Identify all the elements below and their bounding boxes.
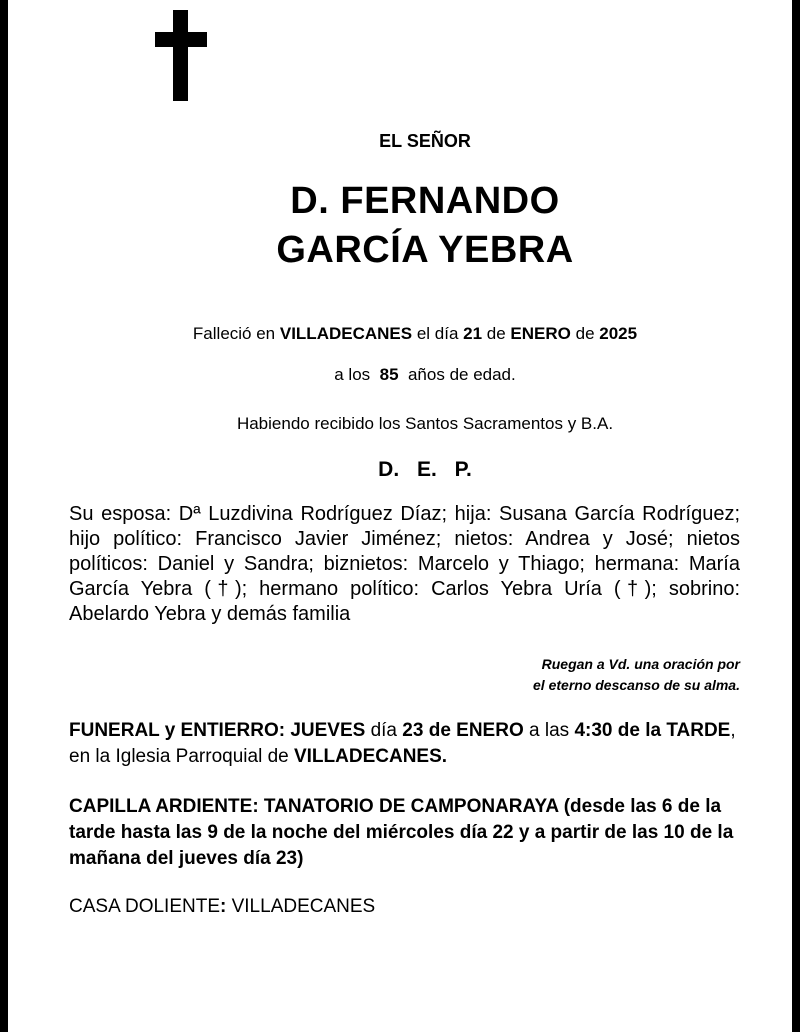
dep-text: D. E. P. bbox=[378, 458, 472, 481]
funeral-info: FUNERAL y ENTIERRO: JUEVES día 23 de ENERO a las 4:30 de la TARDE, en la Iglesia Parroquial de VILLADECANES. bbox=[69, 720, 736, 767]
prayer-line-2: el eterno descanso de su alma. bbox=[533, 677, 740, 693]
prayer-line-1: Ruegan a Vd. una oración por bbox=[541, 656, 740, 672]
left-border bbox=[0, 0, 8, 1032]
right-border bbox=[792, 0, 800, 1032]
death-info: Falleció en VILLADECANES el día 21 de ENERO de 2025 bbox=[192, 324, 638, 343]
death-year: 2025 bbox=[599, 324, 638, 343]
death-place: VILLADECANES bbox=[279, 324, 413, 343]
deceased-name-line1: D. FERNANDO bbox=[290, 180, 560, 222]
sacraments-text: Habiendo recibido los Santos Sacramentos y B.A. bbox=[236, 414, 614, 433]
deceased-name-line2: GARCÍA YEBRA bbox=[276, 229, 574, 271]
age-info: a los 85 años de edad. bbox=[334, 365, 516, 384]
title-prefix: EL SEÑOR bbox=[379, 131, 471, 151]
prayer-request bbox=[340, 654, 740, 696]
age-years: 85 bbox=[379, 365, 399, 384]
capilla-ardiente-info: CAPILLA ARDIENTE: TANATORIO DE CAMPONARAYA (desde las 6 de la tarde hasta las 9 de la noche del miércoles día 22 y a partir de las 10 de la mañana del jueves día 23) bbox=[69, 796, 734, 869]
family-paragraph: Su esposa: Dª Luzdivina Rodríguez Díaz; hija: Susana García Rodríguez; hijo político: Francisco Javier Jiménez; nietos: Andrea y José; nietos políticos: Daniel y Sandra; biznietos: Marcelo y Thiago; hermana: María García Yebra (†); hermano político: Carlos Yebra Uría (†); sobrino: Abelardo Yebra y demás familia bbox=[69, 503, 740, 625]
cross-icon bbox=[155, 10, 207, 101]
death-month: ENERO bbox=[510, 324, 571, 343]
death-day: 21 bbox=[463, 324, 483, 343]
casa-doliente-info: CASA DOLIENTE: VILLADECANES bbox=[69, 896, 376, 917]
